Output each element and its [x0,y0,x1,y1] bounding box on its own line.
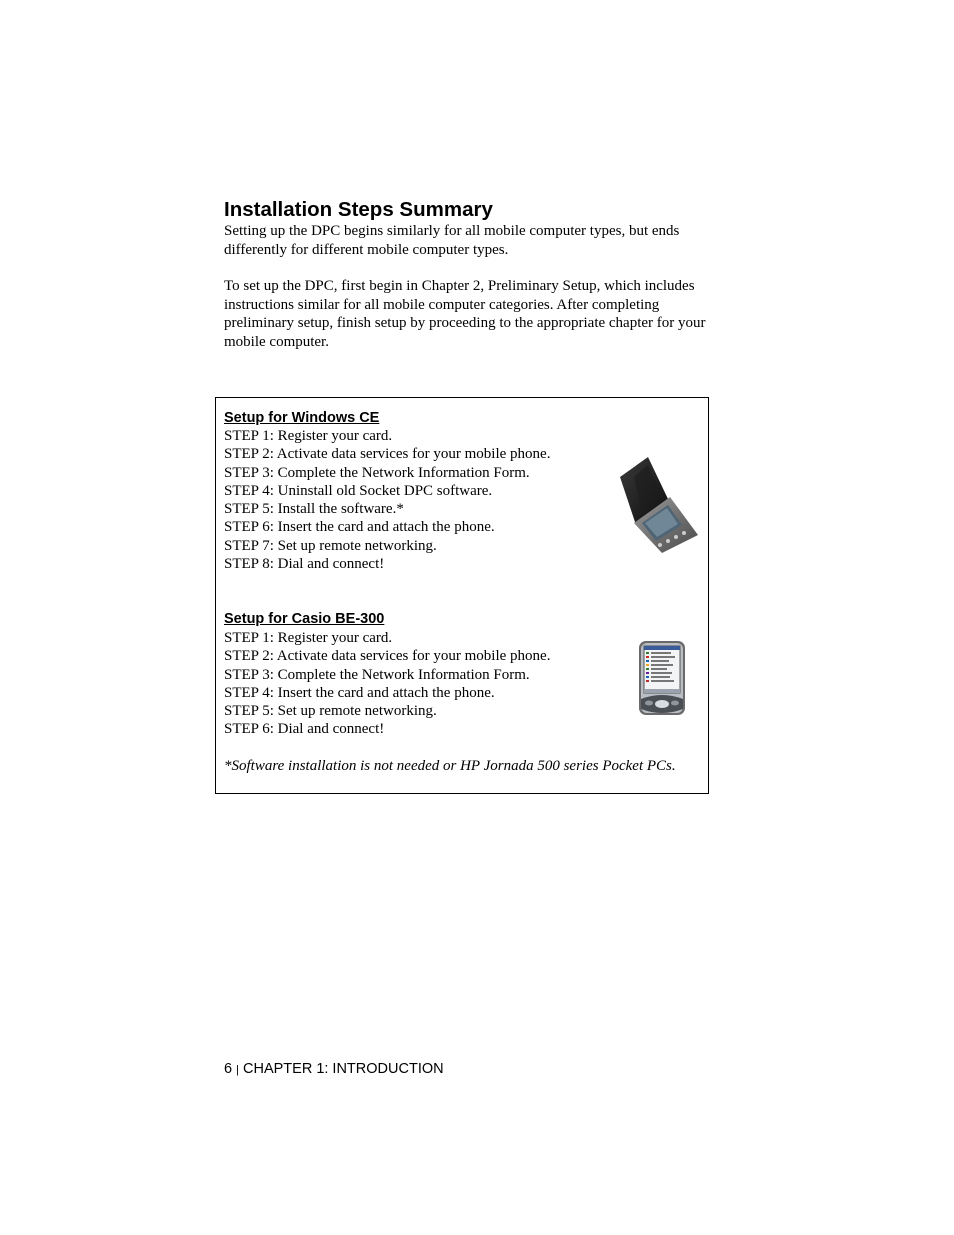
intro-paragraph-2: To set up the DPC, first begin in Chapter 2, Preliminary Setup, which includes instructions similar for all mobile computer categories. After completing preliminary setup, finish setup by proceeding to the appropriate chapter for your mobile computer. [224,278,706,350]
step-item: STEP 4: Insert the card and attach the phone. [224,684,495,701]
step-item: STEP 1: Register your card. [224,630,393,646]
step-item: STEP 7: Set up remote networking. [224,537,437,554]
section-heading-casio-be-300: Setup for Casio BE-300 [224,611,385,627]
step-item: STEP 8: Dial and connect! [224,556,385,573]
pocket-pc-icon [637,639,687,717]
step-item: STEP 6: Insert the card and attach the phone. [224,519,495,536]
step-item: STEP 5: Install the software.* [224,501,404,518]
step-item: STEP 1: Register your card. [224,428,393,444]
footnote: *Software installation is not needed or HP Jornada 500 series Pocket PCs. [224,758,676,774]
page-number: 6 [224,1061,233,1077]
step-item: STEP 2: Activate data services for your mobile phone. [224,648,551,665]
step-item: STEP 3: Complete the Network Information Form. [224,666,530,683]
step-item: STEP 4: Uninstall old Socket DPC software. [224,482,493,499]
step-item: STEP 6: Dial and connect! [224,721,385,738]
footer-separator: | [236,1064,239,1076]
setup-summary-box [215,397,709,794]
step-item: STEP 5: Set up remote networking. [224,703,437,720]
clamshell-handheld-icon [612,455,702,555]
windows-ce-steps-list [224,427,550,573]
intro-paragraph-1: Setting up the DPC begins similarly for all mobile computer types, but ends differently for different mobile computer types. [224,223,680,258]
casio-be-300-steps-list [224,629,550,739]
page-footer [224,1060,444,1079]
page-title: Installation Steps Summary [224,198,493,221]
section-heading-windows-ce: Setup for Windows CE [224,410,380,426]
step-item: STEP 2: Activate data services for your mobile phone. [224,446,551,463]
step-item: STEP 3: Complete the Network Information Form. [224,464,530,481]
chapter-label: CHAPTER 1: INTRODUCTION [243,1061,444,1077]
